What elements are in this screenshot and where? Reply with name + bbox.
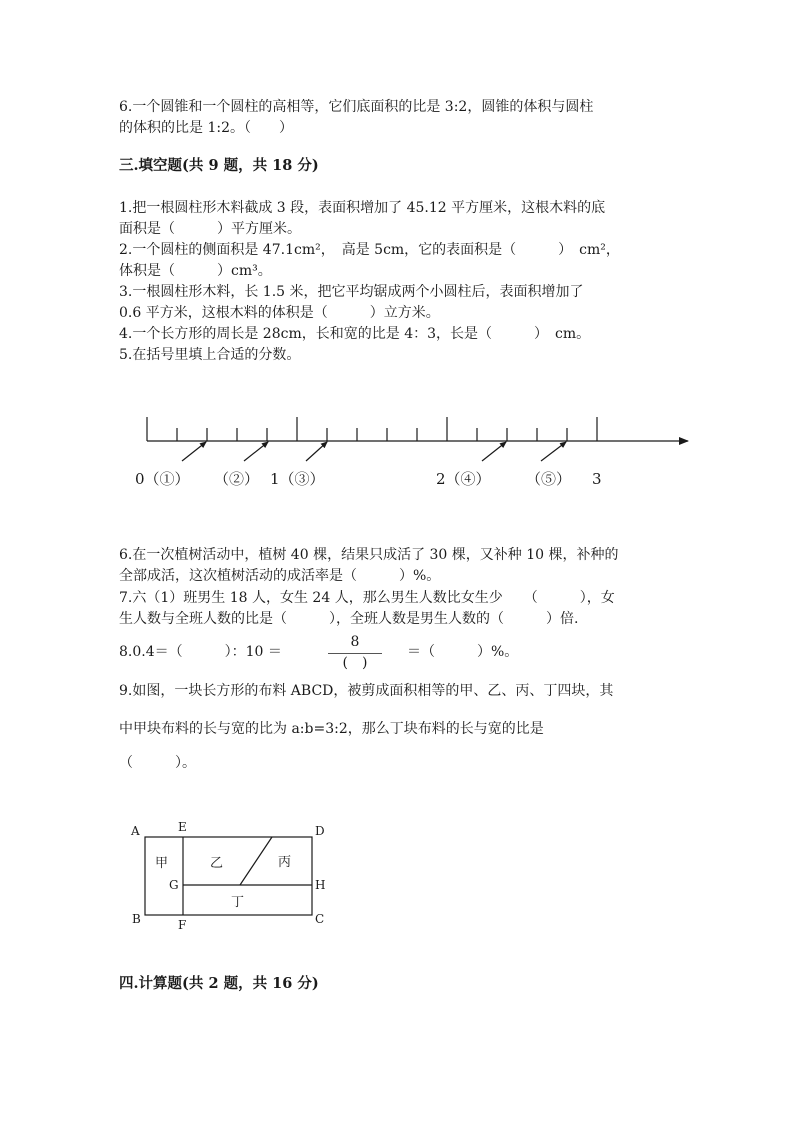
vertex-label: H bbox=[315, 878, 326, 892]
vertex-label: C bbox=[315, 912, 325, 926]
vertex-label: B bbox=[132, 912, 141, 926]
question-text: 6.一个圆锥和一个圆柱的高相等，它们底面积的比是 3:2，圆锥的体积与圆柱 bbox=[119, 99, 594, 115]
question-text: 7.六（1）班男生 18 人，女生 24 人，那么男生人数比女生少 （ ），女 bbox=[119, 590, 615, 606]
region-label: 丙 bbox=[278, 855, 292, 870]
question-text: （ ）。 bbox=[119, 755, 196, 771]
number-line-label: 2（④） bbox=[436, 470, 491, 488]
fraction-denominator: ( ) bbox=[342, 655, 368, 671]
vertex-label: F bbox=[178, 918, 187, 932]
number-line-label: （⑤） bbox=[526, 470, 572, 488]
question-text: 6.在一次植树活动中，植树 40 棵，结果只成活了 30 棵，又补种 10 棵，补种的 bbox=[119, 547, 619, 563]
region-label: 丁 bbox=[231, 895, 245, 910]
region-label: 甲 bbox=[155, 856, 169, 871]
question-text: ＝（ ）%。 bbox=[407, 644, 519, 660]
question-text: 生人数与全班人数的比是（ ），全班人数是男生人数的（ ）倍. bbox=[119, 611, 579, 627]
number-line-figure bbox=[120, 400, 700, 500]
section-heading: 三.填空题(共 9 题，共 18 分) bbox=[119, 157, 319, 174]
number-line-pointers bbox=[182, 442, 566, 461]
number-line-label: 3 bbox=[592, 470, 602, 488]
question-text: 1.把一根圆柱形木料截成 3 段，表面积增加了 45.12 平方厘米，这根木料的底 bbox=[119, 200, 606, 216]
number-line-label: 0（①） bbox=[135, 470, 190, 488]
question-text: 中甲块布料的长与宽的比为 a:b=3:2，那么丁块布料的长与宽的比是 bbox=[119, 721, 544, 737]
question-text: 5.在括号里填上合适的分数。 bbox=[119, 347, 301, 363]
number-line-label: （②） bbox=[214, 470, 260, 488]
vertex-label: D bbox=[315, 824, 325, 838]
number-line-label: 1（③） bbox=[270, 470, 325, 488]
question-text: 4.一个长方形的周长是 28cm，长和宽的比是 4：3，长是（ ） cm。 bbox=[119, 326, 591, 342]
vertex-label: E bbox=[178, 820, 187, 834]
fraction-numerator: 8 bbox=[350, 634, 360, 650]
region-label: 乙 bbox=[210, 856, 224, 871]
question-text: 全部成活，这次植树活动的成活率是（ ）%。 bbox=[119, 568, 441, 584]
fraction-bar bbox=[328, 653, 382, 654]
question-text: 体积是（ ）cm³。 bbox=[119, 263, 272, 279]
number-line-ticks bbox=[147, 417, 597, 441]
diagonal-divider bbox=[240, 837, 272, 885]
question-text: 2.一个圆柱的侧面积是 47.1cm²， 高是 5cm，它的表面积是（ ） cm²， bbox=[119, 242, 620, 258]
section-heading: 四.计算题(共 2 题，共 16 分) bbox=[119, 975, 319, 992]
question-text: 8.0.4＝（ ）：10 ＝ bbox=[119, 644, 282, 660]
rectangle-figure bbox=[128, 818, 338, 936]
question-text: 面积是（ ）平方厘米。 bbox=[119, 221, 301, 237]
question-text: 0.6 平方米，这根木料的体积是（ ）立方米。 bbox=[119, 305, 440, 321]
question-text: 9.如图，一块长方形的布料 ABCD，被剪成面积相等的甲、乙、丙、丁四块，其 bbox=[119, 683, 614, 699]
vertex-label: A bbox=[131, 824, 140, 838]
question-text: 3.一根圆柱形木料，长 1.5 米，把它平均锯成两个小圆柱后，表面积增加了 bbox=[119, 284, 584, 300]
vertex-label: G bbox=[169, 878, 179, 892]
question-text: 的体积的比是 1:2。（ ） bbox=[119, 120, 293, 136]
rectangle-abcd bbox=[145, 837, 312, 915]
fraction bbox=[328, 633, 382, 673]
